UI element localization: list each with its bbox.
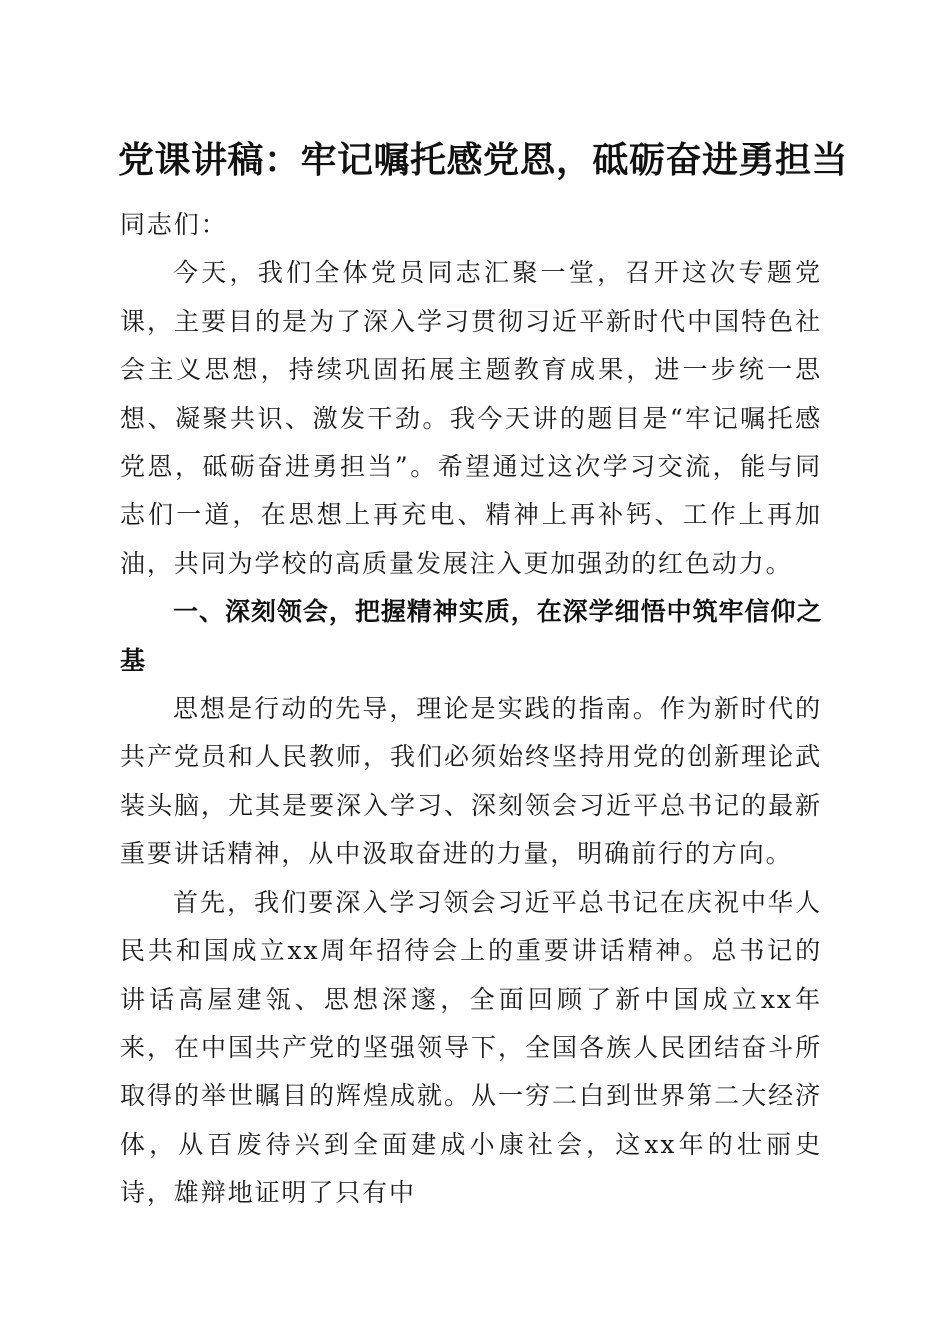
section-heading: 一、深刻领会，把握精神实质，在深学细悟中筑牢信仰之基 [120, 597, 822, 675]
section-paragraph: 思想是行动的先导，理论是实践的指南。作为新时代的共产党员和人民教师，我们必须始终坚持用党的创新理论武装头脑，尤其是要深入学习、深刻领会习近平总书记的最新重要讲话精神，从中汲取奋进的力量，明确前行的方向。 [120, 694, 822, 869]
document-body [120, 201, 822, 1218]
salutation: 同志们： [120, 210, 228, 239]
document-title: 党课讲稿：牢记嘱托感党恩，砥砺奋进勇担当 [118, 139, 849, 181]
section-paragraph: 首先，我们要深入学习领会习近平总书记在庆祝中华人民共和国成立xx周年招待会上的重要讲话精神。总书记的讲话高屋建瓴、思想深邃，全面回顾了新中国成立xx年来，在中国共产党的坚强领导下，全国各族人民团结奋斗所取得的举世瞩目的辉煌成就。从一穷二白到世界第二大经济体，从百废待兴到全面建成小康社会，这xx年的壮丽史诗，雄辩地证明了只有中 [120, 887, 822, 1208]
intro-paragraph: 今天，我们全体党员同志汇聚一堂，召开这次专题党课，主要目的是为了深入学习贯彻习近平新时代中国特色社会主义思想，持续巩固拓展主题教育成果，进一步统一思想、凝聚共识、激发干劲。我今天讲的题目是“牢记嘱托感党恩，砥砺奋进勇担当”。希望通过这次学习交流，能与同志们一道，在思想上再充电、精神上再补钙、工作上再加油，共同为学校的高质量发展注入更加强劲的红色动力。 [120, 258, 822, 578]
